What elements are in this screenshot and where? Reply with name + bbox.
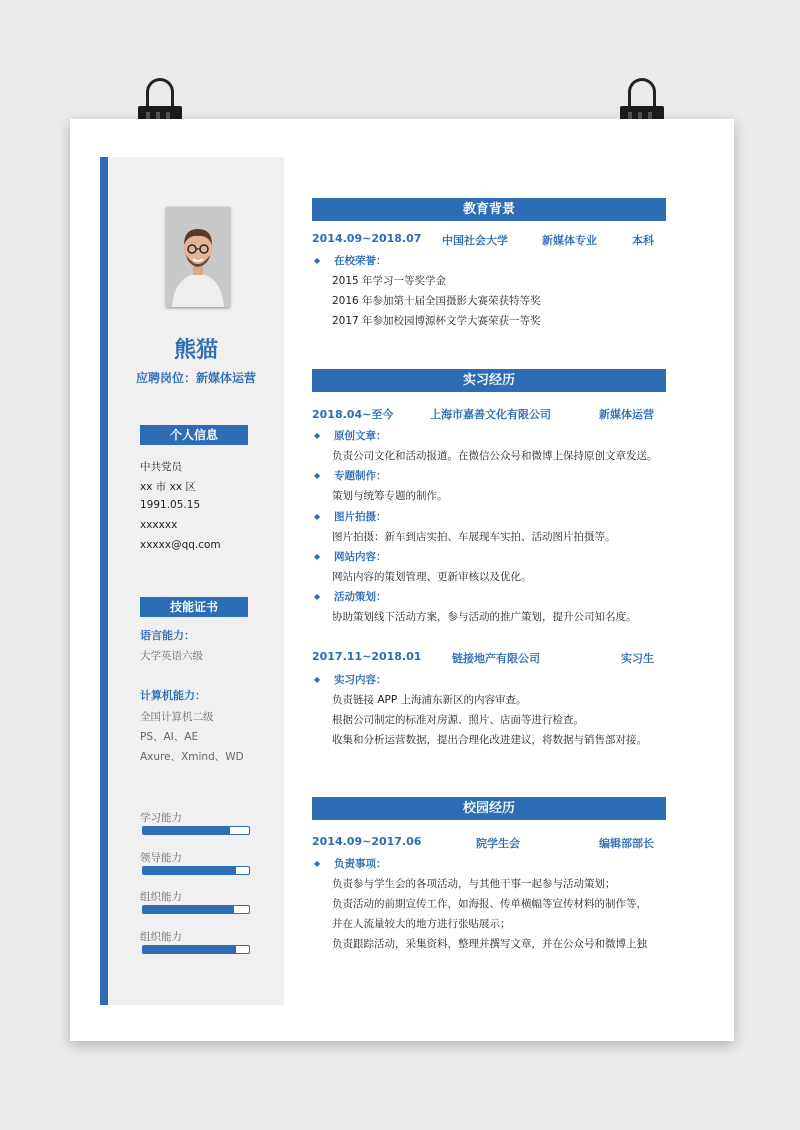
duty-line: 策划与统筹专题的制作。 bbox=[332, 490, 448, 502]
ability-bar-fill bbox=[143, 906, 234, 913]
entry-company: 上海市嘉善文化有限公司 bbox=[430, 408, 551, 421]
info-address: xx 市 xx 区 bbox=[140, 481, 196, 493]
duty-line: 协助策划线下活动方案，参与活动的推广策划，提升公司知名度。 bbox=[332, 611, 637, 623]
ability-bar-fill bbox=[143, 827, 230, 834]
diamond-icon: ◆ bbox=[314, 592, 321, 601]
ability-bar-fill bbox=[143, 867, 236, 874]
ability-name: 组织能力 bbox=[140, 891, 182, 903]
computer-label: 计算机能力： bbox=[140, 689, 206, 702]
duty-line: 网站内容的策划管理、更新审核以及优化。 bbox=[332, 571, 532, 583]
campus-entry bbox=[312, 835, 666, 851]
ability-bar bbox=[142, 826, 250, 835]
language-label: 语言能力： bbox=[140, 629, 195, 642]
entry-role: 实习生 bbox=[621, 652, 654, 665]
honor-line: 2015 年学习一等奖学金 bbox=[332, 275, 447, 287]
education-entry bbox=[312, 232, 666, 248]
honor-line: 2017 年参加校园博源杯文学大赛荣获一等奖 bbox=[332, 315, 541, 327]
entry-date: 2014.09~2017.06 bbox=[312, 835, 422, 848]
personal-info-header: 个人信息 bbox=[140, 425, 248, 445]
diamond-icon: ◆ bbox=[314, 431, 321, 440]
entry-date: 2014.09~2018.07 bbox=[312, 232, 422, 245]
education-header: 教育背景 bbox=[312, 198, 666, 221]
info-email: xxxxx@qq.com bbox=[140, 539, 221, 551]
ability-bar bbox=[142, 945, 250, 954]
profile-photo bbox=[166, 207, 230, 307]
duty-line: 图片拍摄：新车到店实拍、车展现车实拍、活动图片拍摄等。 bbox=[332, 531, 616, 543]
info-birthday: 1991.05.15 bbox=[140, 499, 201, 511]
candidate-name: 熊猫 bbox=[173, 338, 218, 363]
duty-line: 负责公司文化和活动报道。在微信公众号和微博上保持原创文章发送。 bbox=[332, 450, 658, 462]
skills-header: 技能证书 bbox=[140, 597, 248, 617]
internship-header: 实习经历 bbox=[312, 369, 666, 392]
entry-company: 链接地产有限公司 bbox=[452, 652, 540, 665]
entry-major: 新媒体专业 bbox=[542, 234, 597, 247]
duty-line: 并在人流量较大的地方进行张贴展示； bbox=[332, 918, 511, 930]
diamond-icon: ◆ bbox=[314, 859, 321, 868]
ability-bar bbox=[142, 905, 250, 914]
entry-role: 新媒体运营 bbox=[599, 408, 654, 421]
ability-name: 组织能力 bbox=[140, 931, 182, 943]
entry-role: 编辑部部长 bbox=[599, 837, 654, 850]
internship-entry bbox=[312, 406, 666, 422]
sidebar bbox=[108, 157, 284, 1005]
diamond-icon: ◆ bbox=[314, 512, 321, 521]
ability-name: 领导能力 bbox=[140, 852, 182, 864]
info-party: 中共党员 bbox=[140, 461, 182, 473]
duty-line: 负责活动的前期宣传工作，如海报、传单横幅等宣传材料的制作等， bbox=[332, 898, 647, 910]
duty-line: 负责链接 APP 上海浦东新区的内容审查。 bbox=[332, 694, 527, 706]
duty-line: 收集和分析运营数据，提出合理化改进建议，将数据与销售部对接。 bbox=[332, 734, 647, 746]
duty-line: 负责参与学生会的各项活动，与其他干事一起参与活动策划； bbox=[332, 878, 616, 890]
language-item: 大学英语六级 bbox=[140, 650, 203, 662]
diamond-icon: ◆ bbox=[314, 552, 321, 561]
computer-item: PS、AI、AE bbox=[140, 731, 199, 743]
entry-date: 2017.11~2018.01 bbox=[312, 650, 422, 663]
accent-bar bbox=[100, 157, 108, 1005]
ability-bar bbox=[142, 866, 250, 875]
ability-bar-fill bbox=[143, 946, 236, 953]
resume-paper: 熊猫 应聘岗位：新媒体运营 个人信息 中共党员 xx 市 xx 区 1991.05.15 xxxxxx xxxxx@qq.com 技能证书 语言能力： 大学英语六级 计算机能力： 全国计算机二级 PS、AI、AE Axure、Xmind、WD 学习能力 领导能力 组织能力 组织能力 教育背景 2014.09~2018.07 中国社会大学 新媒体专业 本科 ◆ 在校荣誉： 2015 年学习一等奖学金 2016 年参加第十届全国摄影大赛荣获特等奖 2017 年参加校园博源杯文学大赛荣获一等奖 实习经历 2018.04~至今 上海市嘉善文化有限公司 新媒体运营 ◆ 原创文章： 负责公司文化和活动报道。在微信公众号和微博上保持原创文章发送。 ◆ 专题制作： 策划与统筹专题的制作。 ◆ 图片拍摄： 图片拍摄：新车到店实拍、车展现车实拍、活动图片拍摄等。 ◆ 网站内容： 网站内容的策划管理、更新审核以及优化。 ◆ 活动策划： 协助策划线下活动方案，参与活动的推广策划，提升公司知名度。 2017.11~2018.01 链接地产有限公司 实习生 ◆ 实习内容： 负责链接 APP 上海浦东新区的内容审查。 根据公司制定的标准对房源、照片、店面等进行检查。 收集和分析运营数据，提出合理化改进建议，将数据与销售部对接。 校园经历 2014.09~2017.06 院学生会 编辑部部长 ◆ 负责事项： 负责参与学生会的各项活动，与其他干事一起参与活动策划； 负责活动的前期宣传工作，如海报、传单横幅等宣传材料的制作等， 并在人流量较大的地方进行张贴展示； 负责跟踪活动，采集资料，整理并撰写文章，并在公众号和微博上独 bbox=[70, 119, 734, 1041]
computer-item: Axure、Xmind、WD bbox=[140, 751, 244, 763]
diamond-icon: ◆ bbox=[314, 471, 321, 480]
duty-line: 负责跟踪活动，采集资料，整理并撰写文章，并在公众号和微博上独 bbox=[332, 938, 647, 950]
entry-school: 中国社会大学 bbox=[442, 234, 508, 247]
ability-name: 学习能力 bbox=[140, 812, 182, 824]
diamond-icon: ◆ bbox=[314, 256, 321, 265]
internship-entry bbox=[312, 650, 666, 666]
entry-date: 2018.04~至今 bbox=[312, 408, 394, 421]
entry-org: 院学生会 bbox=[476, 837, 520, 850]
applied-position: 应聘岗位：新媒体运营 bbox=[135, 371, 256, 385]
computer-item: 全国计算机二级 bbox=[140, 711, 214, 723]
entry-degree: 本科 bbox=[632, 234, 654, 247]
duty-line: 根据公司制定的标准对房源、照片、店面等进行检查。 bbox=[332, 714, 584, 726]
campus-header: 校园经历 bbox=[312, 797, 666, 820]
honor-line: 2016 年参加第十届全国摄影大赛荣获特等奖 bbox=[332, 295, 541, 307]
diamond-icon: ◆ bbox=[314, 675, 321, 684]
info-phone: xxxxxx bbox=[140, 519, 178, 531]
